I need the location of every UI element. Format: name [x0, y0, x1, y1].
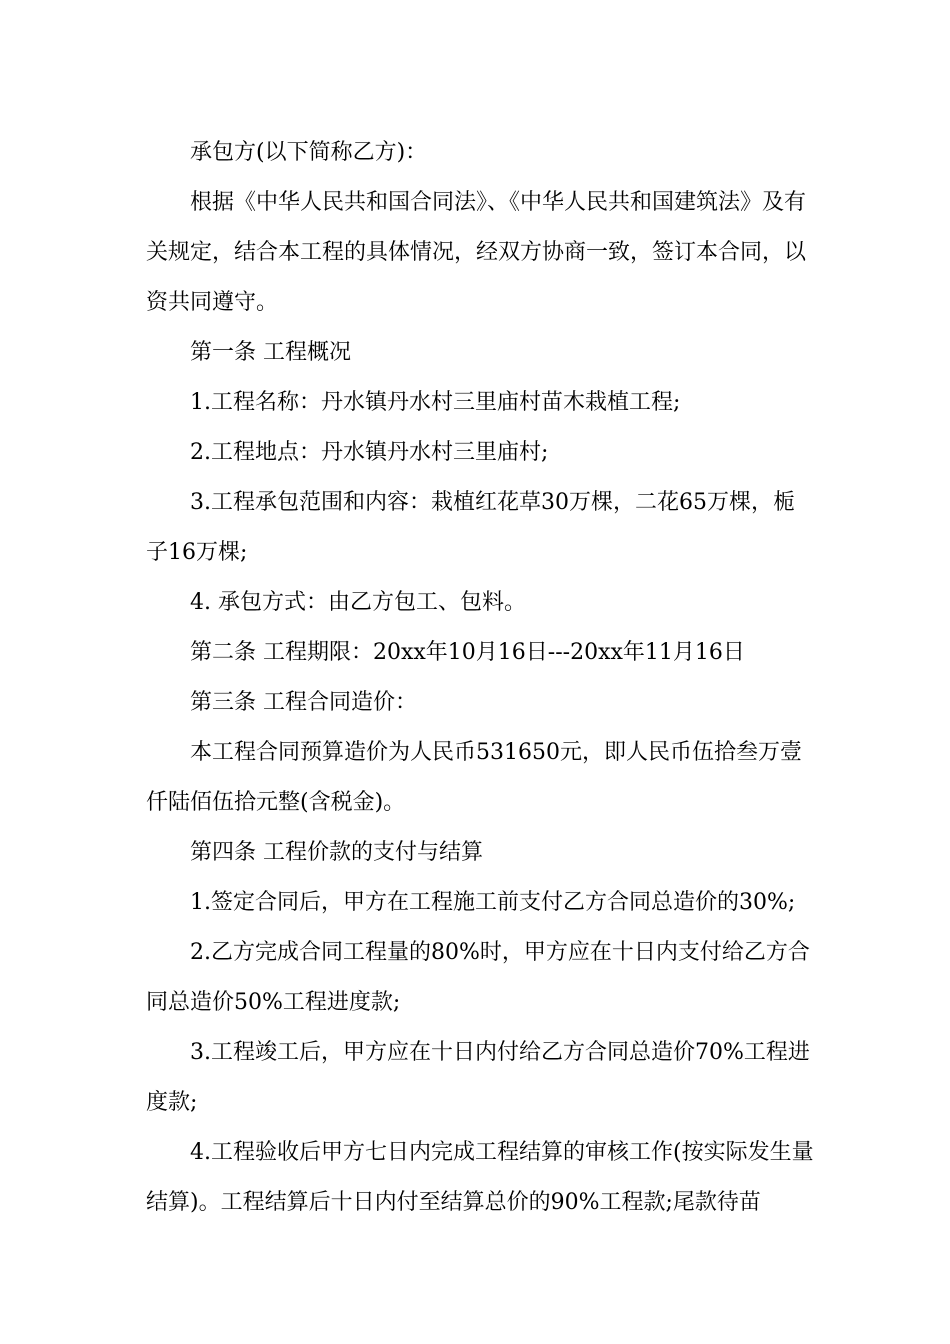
article-1-heading: 第一条 工程概况 [190, 340, 351, 365]
payment-item-2: 2.乙方完成合同工程量的80%时，甲方应在十日内支付给乙方合同总造价50%工程进度款; [146, 940, 810, 1015]
payment-item-3: 3.工程竣工后，甲方应在十日内付给乙方合同总造价70%工程进度款; [146, 1040, 810, 1115]
project-name: 1.工程名称：丹水镇丹水村三里庙村苗木栽植工程; [190, 390, 681, 415]
article-2-term: 第二条 工程期限：20xx年10月16日---20xx年11月16日 [190, 640, 745, 665]
project-location: 2.工程地点：丹水镇丹水村三里庙村; [190, 440, 549, 465]
article-3-heading: 第三条 工程合同造价： [190, 690, 417, 715]
document-body [146, 128, 816, 1228]
contract-method: 4. 承包方式：由乙方包工、包料。 [190, 590, 526, 615]
article-4-heading: 第四条 工程价款的支付与结算 [190, 840, 483, 865]
paragraph-legal-basis: 根据《中华人民共和国合同法》、《中华人民共和国建筑法》及有关规定，结合本工程的具体情况，经双方协商一致，签订本合同，以资共同遵守。 [146, 190, 807, 315]
paragraph-contractor: 承包方(以下简称乙方)： [190, 140, 428, 165]
payment-item-4: 4.工程验收后甲方七日内完成工程结算的审核工作(按实际发生量结算)。工程结算后十日内付至结算总价的90%工程款;尾款待苗 [146, 1140, 814, 1215]
payment-item-1: 1.签定合同后，甲方在工程施工前支付乙方合同总造价的30%; [190, 890, 796, 915]
project-scope: 3.工程承包范围和内容：栽植红花草30万棵，二花65万棵，栀子16万棵; [146, 490, 795, 565]
contract-price: 本工程合同预算造价为人民币531650元，即人民币伍拾叁万壹仟陆佰伍拾元整(含税金)。 [146, 740, 802, 815]
